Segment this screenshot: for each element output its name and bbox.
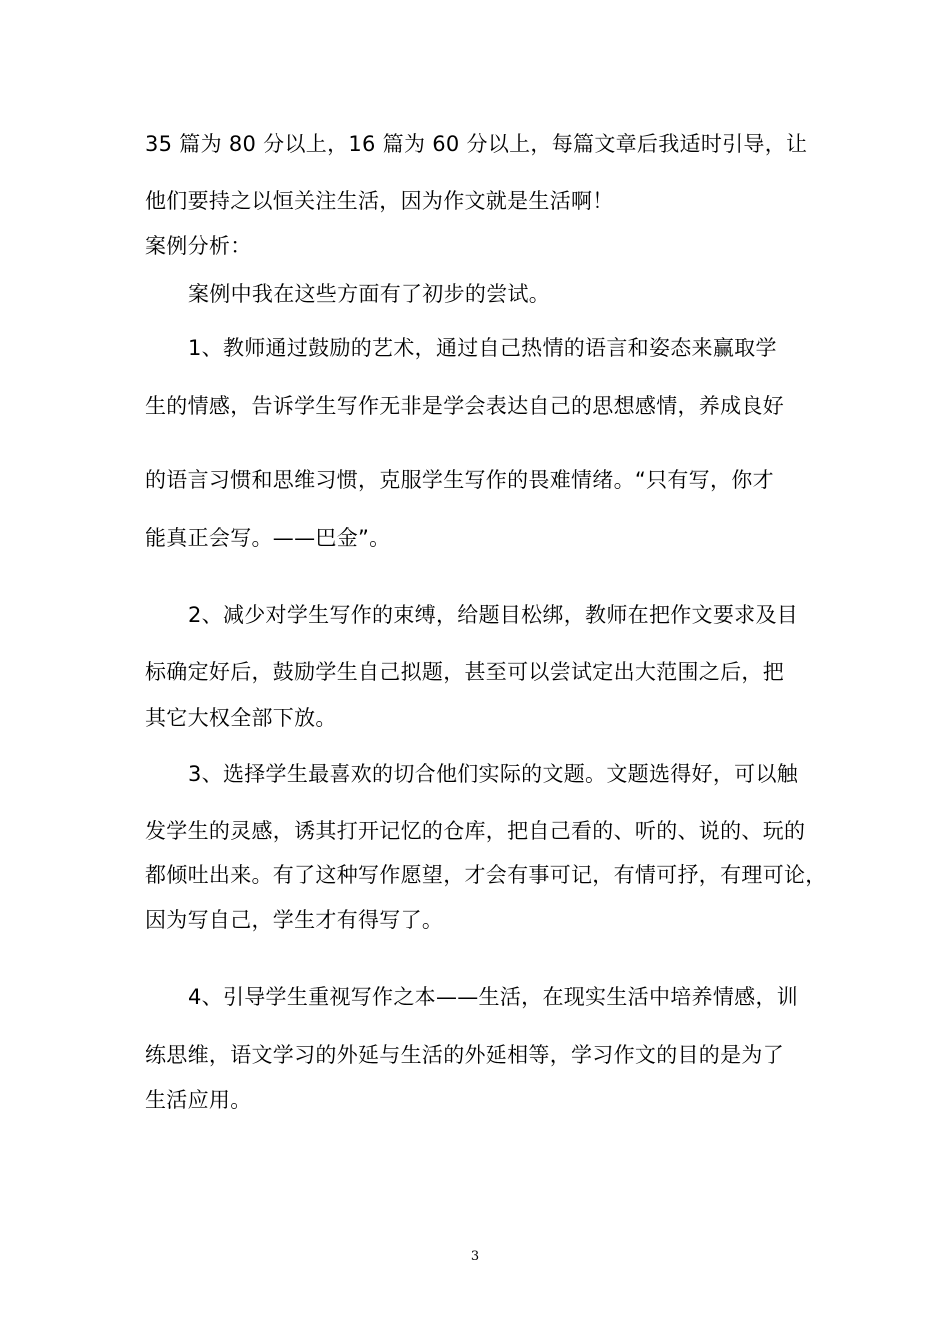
body-text-line: 生的情感，告诉学生写作无非是学会表达自己的思想感情，养成良好 xyxy=(145,394,784,418)
list-item-line: 3、选择学生最喜欢的切合他们实际的文题。文题选得好，可以触 xyxy=(188,762,799,786)
section-heading: 案例分析： xyxy=(145,234,252,258)
body-text-line: 都倾吐出来。有了这种写作愿望，才会有事可记，有情可抒，有理可论， xyxy=(145,863,827,887)
body-text-line: 案例中我在这些方面有了初步的尝试。 xyxy=(188,282,551,306)
body-text-line: 标确定好后，鼓励学生自己拟题，甚至可以尝试定出大范围之后，把 xyxy=(145,660,784,684)
body-text-line: 他们要持之以恒关注生活，因为作文就是生活啊！ xyxy=(145,189,614,213)
list-item-line: 1、教师通过鼓励的艺术，通过自己热情的语言和姿态来赢取学 xyxy=(188,336,777,360)
body-text-line: 35 篇为 80 分以上，16 篇为 60 分以上，每篇文章后我适时引导，让 xyxy=(145,132,808,156)
page-number: 3 xyxy=(470,1249,480,1264)
list-item-line: 4、引导学生重视写作之本——生活，在现实生活中培养情感，训 xyxy=(188,985,799,1009)
list-item-line: 2、减少对学生写作的束缚，给题目松绑，教师在把作文要求及目 xyxy=(188,603,799,627)
body-text-line: 能真正会写。——巴金”。 xyxy=(145,526,391,550)
body-text-line: 发学生的灵感，诱其打开记忆的仓库，把自己看的、听的、说的、玩的 xyxy=(145,819,806,843)
body-text-line: 因为写自己，学生才有得写了。 xyxy=(145,908,444,932)
body-text-line: 其它大权全部下放。 xyxy=(145,706,337,730)
body-text-line: 的语言习惯和思维习惯，克服学生写作的畏难情绪。“只有写，你才 xyxy=(145,468,774,492)
body-text-line: 练思维，语文学习的外延与生活的外延相等，学习作文的目的是为了 xyxy=(145,1043,784,1067)
body-text-line: 生活应用。 xyxy=(145,1088,252,1112)
